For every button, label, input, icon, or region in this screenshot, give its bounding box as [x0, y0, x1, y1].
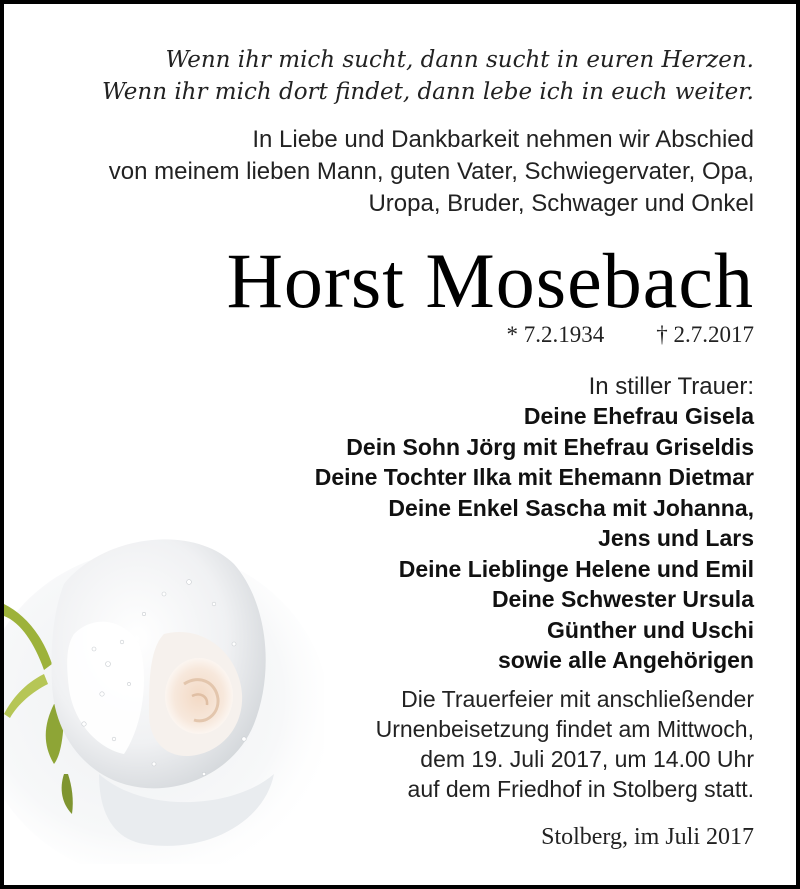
intro-line: von meinem lieben Mann, guten Vater, Schwiegervater, Opa, [108, 158, 754, 185]
intro-line: In Liebe und Dankbarkeit nehmen wir Abschied [252, 126, 754, 153]
death-date: † 2.7.2017 [656, 322, 754, 347]
mourner-line: Deine Lieblinge Helene und Emil [398, 555, 754, 582]
white-rose-image [4, 524, 324, 864]
mourners-label: In stiller Trauer: [588, 373, 754, 400]
funeral-line: Die Trauerfeier mit anschließender [401, 686, 754, 712]
funeral-line: dem 19. Juli 2017, um 14.00 Uhr [420, 746, 754, 772]
deceased-name: Horst Mosebach [226, 237, 754, 324]
intro-line: Uropa, Bruder, Schwager und Onkel [368, 190, 754, 217]
quote-line: Wenn ihr mich sucht, dann sucht in euren Herzen. [165, 47, 754, 73]
mourners-list [315, 401, 754, 676]
farewell-intro [109, 124, 754, 220]
mourner-line: Deine Ehefrau Gisela [523, 403, 754, 429]
mourner-line: Deine Tochter Ilka mit Ehemann Dietmar [314, 464, 754, 490]
mourner-line: sowie alle Angehörigen [497, 647, 754, 673]
mourner-line: Dein Sohn Jörg mit Ehefrau Griseldis [346, 433, 754, 460]
mourner-line: Deine Enkel Sascha mit Johanna, [388, 494, 754, 521]
funeral-line: Urnenbeisetzung findet am Mittwoch, [375, 716, 754, 742]
mourner-line: Günther und Uschi [547, 616, 754, 643]
quote-line: Wenn ihr mich dort findet, dann lebe ich in euch weiter. [102, 79, 754, 105]
funeral-details [376, 684, 754, 804]
funeral-line: auf dem Friedhof in Stolberg statt. [407, 776, 754, 802]
mourner-line: Deine Schwester Ursula [491, 586, 754, 612]
life-dates [507, 320, 755, 350]
mourner-line: Jens und Lars [598, 525, 754, 551]
memorial-quote [102, 44, 754, 108]
birth-date: * 7.2.1934 [506, 322, 605, 347]
place-and-date: Stolberg, im Juli 2017 [541, 824, 754, 850]
